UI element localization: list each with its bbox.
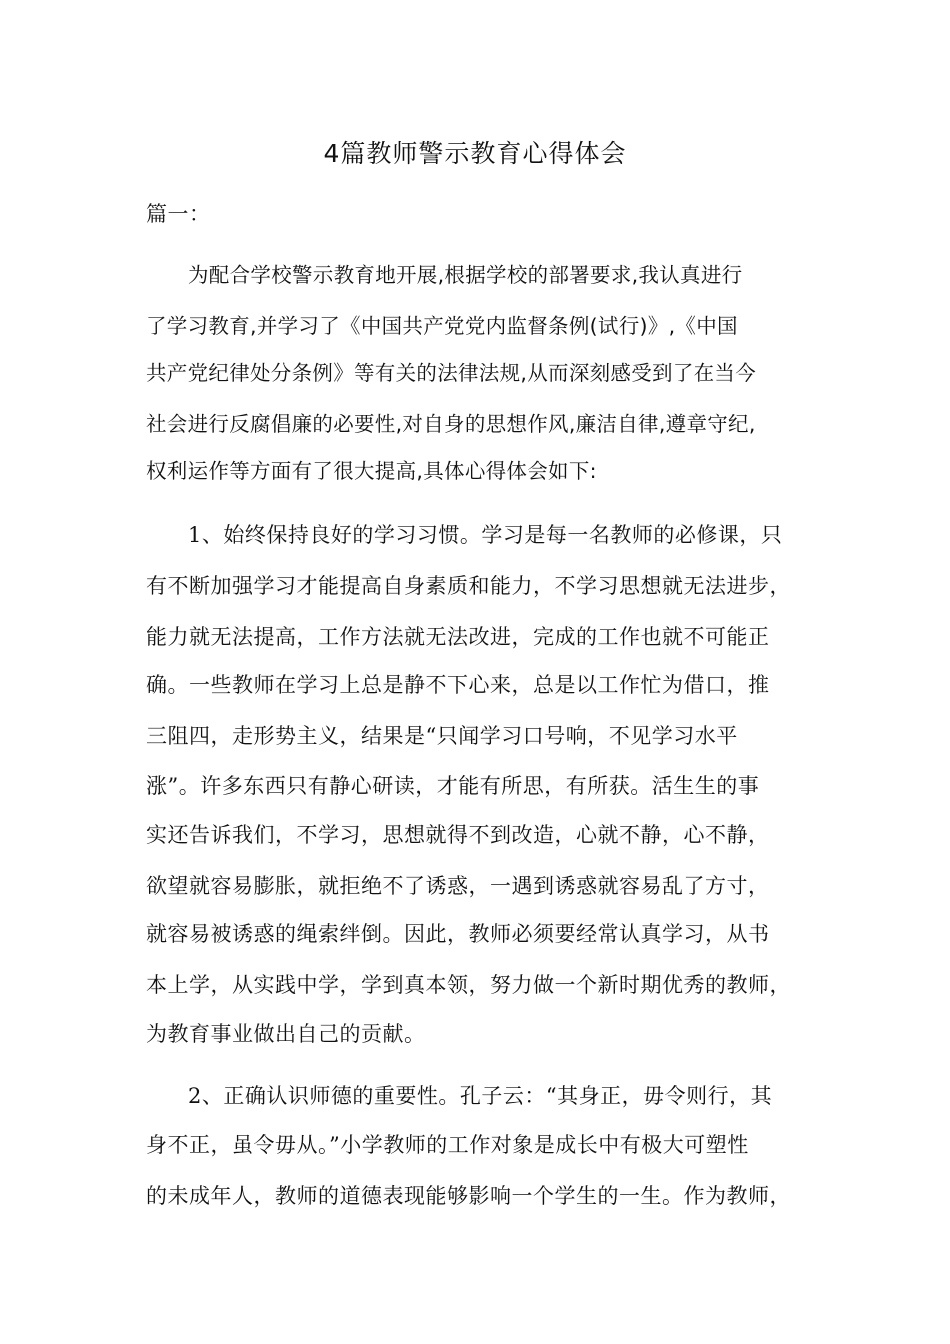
paragraph-line: 有不断加强学习才能提高自身素质和能力，不学习思想就无法进步， xyxy=(146,574,791,598)
document-title: 4篇教师警示教育心得体会 xyxy=(323,139,627,168)
paragraph-line: 本上学，从实践中学，学到真本领，努力做一个新时期优秀的教师， xyxy=(146,973,791,997)
paragraph-line: 社会进行反腐倡廉的必要性,对自身的思想作风,廉洁自律,遵章守纪, xyxy=(146,412,756,436)
paragraph-line: 共产党纪律处分条例》等有关的法律法规,从而深刻感受到了在当今 xyxy=(146,361,757,385)
paragraph-line: 就容易被诱惑的绳索绊倒。因此，教师必须要经常认真学习，从书 xyxy=(146,922,770,946)
paragraph-line: 确。一些教师在学习上总是静不下心来，总是以工作忙为借口，推 xyxy=(146,673,770,697)
section-label: 篇一： xyxy=(146,202,211,226)
paragraph-line: 2、正确认识师德的重要性。孔子云：“其身正，毋令则行，其 xyxy=(188,1084,773,1108)
paragraph-line: 欲望就容易膨胀，就拒绝不了诱惑，一遇到诱惑就容易乱了方寸， xyxy=(146,874,770,898)
paragraph-line: 权利运作等方面有了很大提高,具体心得体会如下: xyxy=(146,459,597,483)
paragraph-line: 涨”。许多东西只有静心研读，才能有所思，有所获。活生生的事 xyxy=(146,774,760,798)
paragraph-line: 三阻四，走形势主义，结果是“只闻学习口号响，不见学习水平 xyxy=(146,724,738,748)
paragraph-line: 为教育事业做出自己的贡献。 xyxy=(146,1022,426,1046)
paragraph-line: 身不正，虽令毋从。”小学教师的工作对象是成长中有极大可塑性 xyxy=(146,1133,749,1157)
paragraph-line: 的未成年人，教师的道德表现能够影响一个学生的一生。作为教师， xyxy=(146,1184,791,1208)
paragraph-line: 了学习教育,并学习了《中国共产党党内监督条例(试行)》,《中国 xyxy=(146,314,738,338)
paragraph-line: 实还告诉我们，不学习，思想就得不到改造，心就不静，心不静， xyxy=(146,823,770,847)
paragraph-line: 为配合学校警示教育地开展,根据学校的部署要求,我认真进行 xyxy=(188,263,743,287)
paragraph-line: 1、始终保持良好的学习习惯。学习是每一名教师的必修课，只 xyxy=(188,523,783,547)
paragraph-line: 能力就无法提高，工作方法就无法改进，完成的工作也就不可能正 xyxy=(146,625,770,649)
